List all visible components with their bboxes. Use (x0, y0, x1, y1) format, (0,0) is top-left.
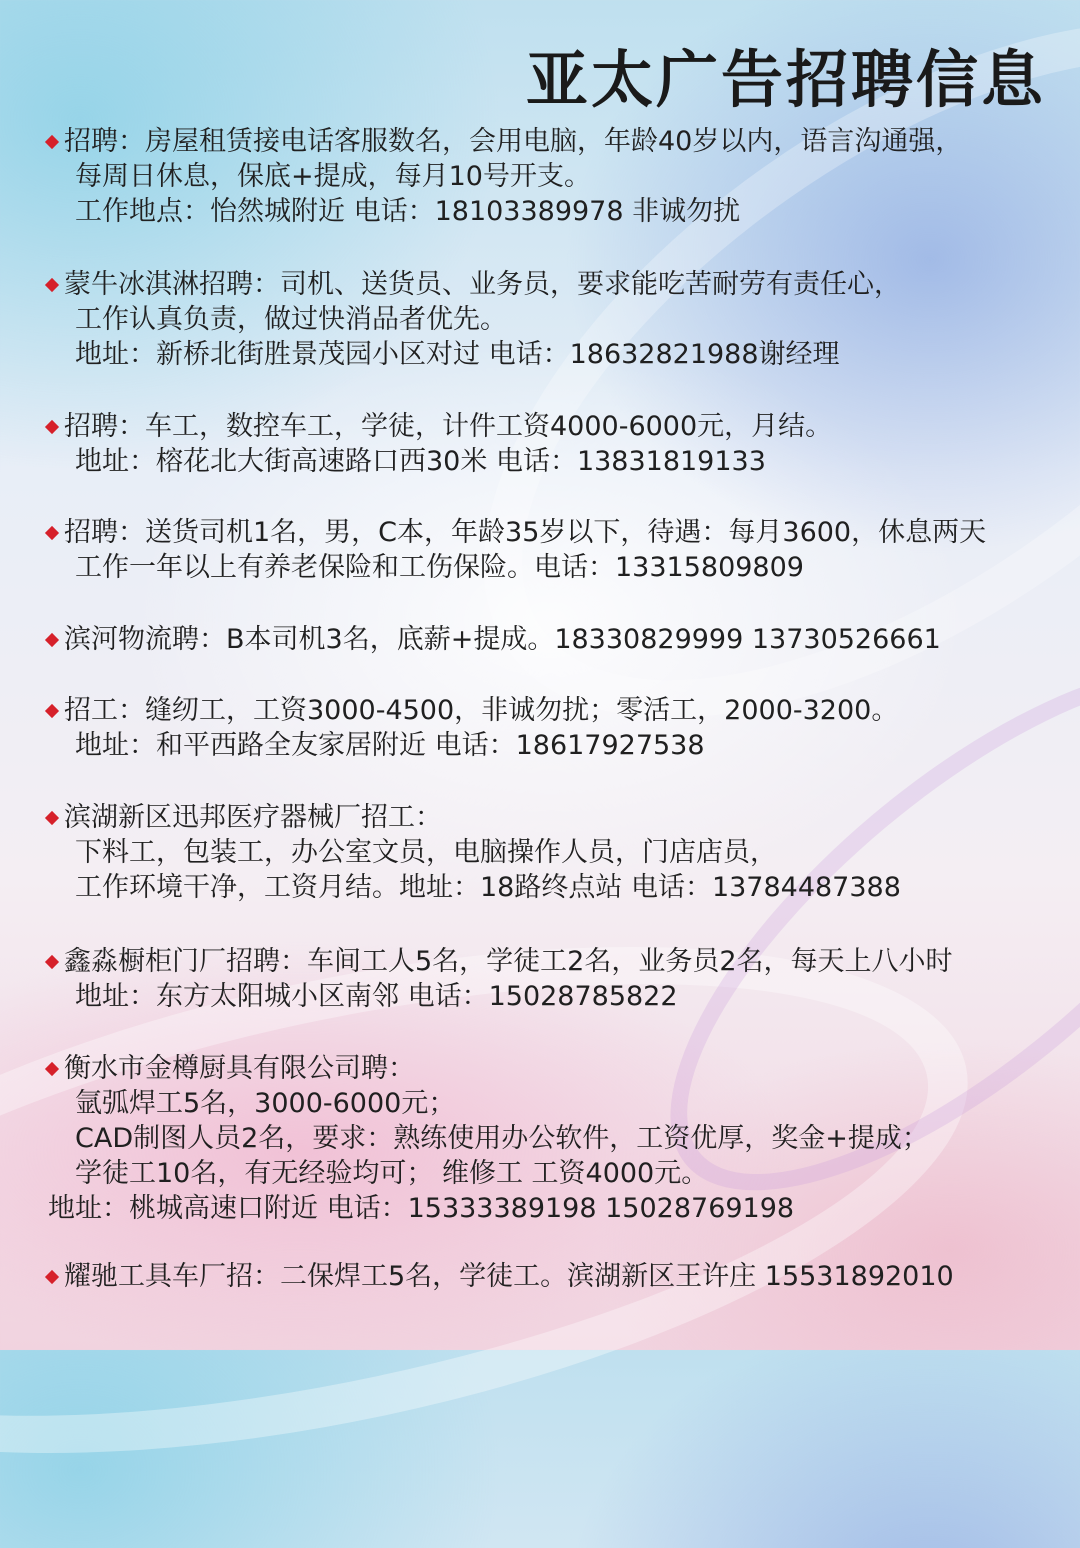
listing-detail-line: 每周日休息，保底+提成，每月10号开支。 (75, 161, 591, 192)
bullet-diamond-icon (45, 633, 59, 647)
listing-headline: 招工：缝纫工，工资3000-4500，非诚勿扰；零活工，2000-3200。 (64, 695, 899, 726)
listing-detail-line: 下料工，包装工，办公室文员，电脑操作人员，门店店员， (75, 837, 777, 868)
listing-detail-line: CAD制图人员2名，要求：熟练使用办公软件，工资优厚，奖金+提成； (75, 1123, 929, 1154)
listing-detail-line: 地址：榕花北大街高速路口西30米 电话：13831819133 (75, 446, 766, 477)
listing-detail-line: 地址：和平西路全友家居附近 电话：18617927538 (75, 730, 705, 761)
bullet-diamond-icon (45, 278, 59, 292)
listing-detail-line: 地址：东方太阳城小区南邻 电话：15028785822 (75, 981, 678, 1012)
bullet-diamond-icon (45, 955, 59, 969)
listing-detail-line: 地址：新桥北街胜景茂园小区对过 电话：18632821988谢经理 (75, 339, 840, 370)
listing-detail-line: 工作认真负责，做过快消品者优先。 (75, 304, 507, 335)
listing-detail-line: 学徒工10名，有无经验均可； 维修工 工资4000元。 (75, 1158, 709, 1189)
listing-detail-line: 工作一年以上有养老保险和工伤保险。电话：13315809809 (75, 552, 804, 583)
listing-headline: 耀驰工具车厂招：二保焊工5名，学徒工。滨湖新区王许庄 15531892010 (64, 1261, 954, 1292)
listing-headline: 招聘：送货司机1名，男，C本，年龄35岁以下，待遇：每月3600，休息两天 (64, 517, 987, 548)
bullet-diamond-icon (45, 811, 59, 825)
bullet-diamond-icon (45, 420, 59, 434)
listing-detail-line: 氩弧焊工5名，3000-6000元； (75, 1088, 456, 1119)
page-title: 亚太广告招聘信息 (525, 43, 1046, 116)
listing-headline: 衡水市金樽厨具有限公司聘： (64, 1053, 415, 1084)
listing-headline: 滨河物流聘：B本司机3名，底薪+提成。18330829999 13730526661 (64, 624, 941, 655)
bullet-diamond-icon (45, 1062, 59, 1076)
listing-headline: 鑫淼橱柜门厂招聘：车间工人5名，学徒工2名，业务员2名，每天上八小时 (64, 946, 953, 977)
listing-headline: 蒙牛冰淇淋招聘：司机、送货员、业务员，要求能吃苦耐劳有责任心， (64, 269, 901, 300)
listing-headline: 招聘：车工，数控车工，学徒，计件工资4000-6000元，月结。 (64, 411, 833, 442)
listing-headline: 滨湖新区迅邦医疗器械厂招工： (64, 802, 442, 833)
bullet-diamond-icon (45, 135, 59, 149)
listing-detail-line: 工作地点：怡然城附近 电话：18103389978 非诚勿扰 (75, 196, 741, 227)
listing-address-line: 地址：桃城高速口附近 电话：15333389198 15028769198 (48, 1193, 795, 1224)
listing-detail-line: 工作环境干净，工资月结。地址：18路终点站 电话：13784487388 (75, 872, 901, 903)
bullet-diamond-icon (45, 704, 59, 718)
listing-headline: 招聘：房屋租赁接电话客服数名，会用电脑，年龄40岁以内，语言沟通强， (64, 126, 963, 157)
bullet-diamond-icon (45, 526, 59, 540)
bullet-diamond-icon (45, 1270, 59, 1284)
